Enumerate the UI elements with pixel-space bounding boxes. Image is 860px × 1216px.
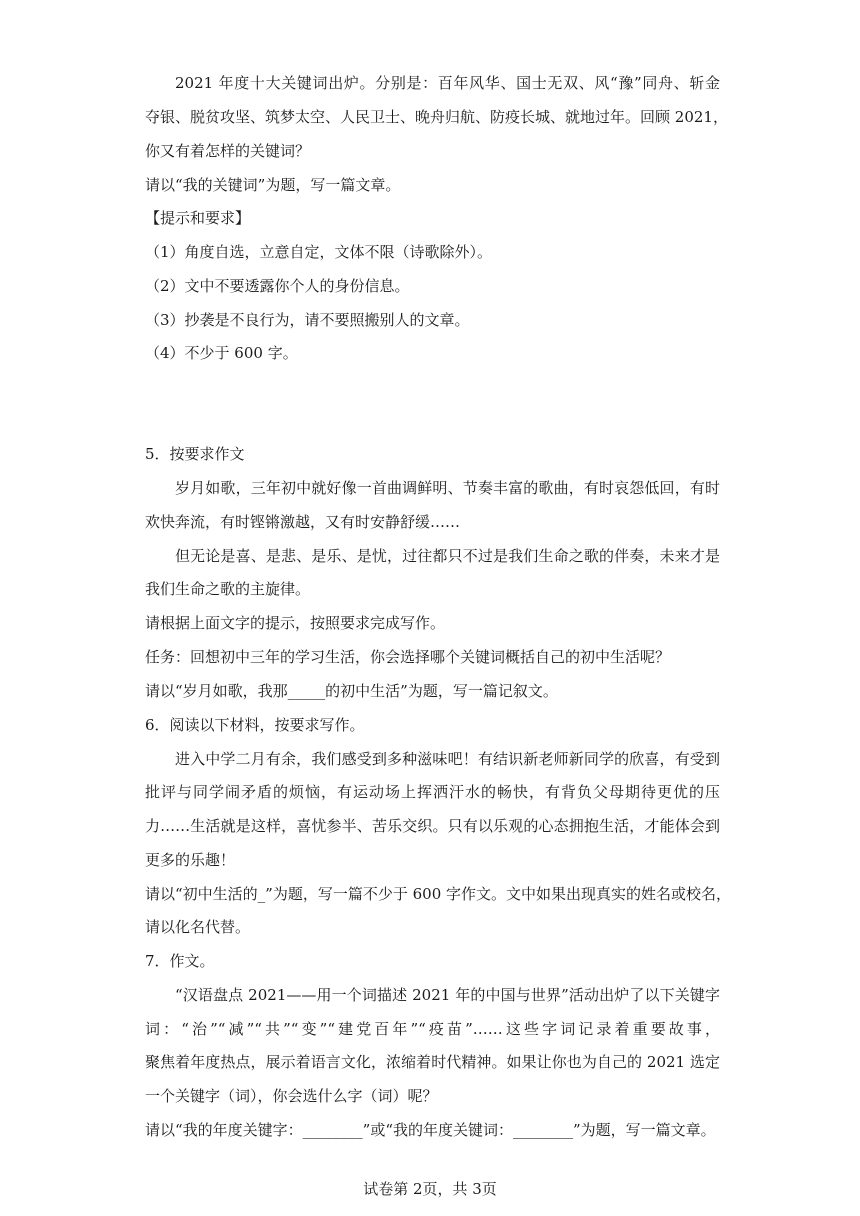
question-5-heading: 5．按要求作文 <box>145 445 245 463</box>
text-line: 请以化名代替。 <box>145 918 251 936</box>
page-footer: 试卷第 2页，共 3页 <box>363 1180 497 1198</box>
q5-title-prompt: 请以“岁月如歌，我那_____的初中生活”为题，写一篇记叙文。 <box>145 682 558 700</box>
tip-item: （2）文中不要透露你个人的身份信息。 <box>145 277 410 295</box>
text-line: 但无论是喜、是悲、是乐、是忧，过往都只不过是我们生命之歌的伴奏，未来才是 <box>175 547 720 565</box>
text-line: 岁月如歌，三年初中就好像一首曲调鲜明、节奏丰富的歌曲，有时哀怨低回，有时 <box>175 479 720 497</box>
tips-header: 【提示和要求】 <box>145 209 251 227</box>
text-line: “汉语盘点 2021——用一个词描述 2021 年的中国与世界”活动出炉了以下关键字 <box>175 986 720 1004</box>
instruction: 请以“我的关键词”为题，写一篇文章。 <box>145 176 401 194</box>
tip-item: （3）抄袭是不良行为，请不要照搬别人的文章。 <box>145 311 470 329</box>
tip-item: （4）不少于 600 字。 <box>145 344 298 362</box>
text-line: 我们生命之歌的主旋律。 <box>145 580 311 598</box>
q5-task: 任务：回想初中三年的学习生活，你会选择哪个关键词概括自己的初中生活呢？ <box>145 648 671 666</box>
text-line: 进入中学二月有余，我们感受到多种滋味吧！有结识新老师新同学的欣喜，有受到 <box>175 750 720 768</box>
text-line: 请以“初中生活的_”为题，写一篇不少于 600 字作文。文中如果出现真实的姓名或校名， <box>145 885 732 903</box>
tip-item: （1）角度自选，立意自定，文体不限（诗歌除外）。 <box>145 243 493 261</box>
q5-instruction-1: 请根据上面文字的提示，按照要求完成写作。 <box>145 614 446 632</box>
question-7-heading: 7．作文。 <box>145 952 215 970</box>
text-line: 2021 年度十大关键词出炉。分别是：百年风华、国士无双、风“豫”同舟、斩金 <box>175 74 720 92</box>
q7-instruction: 请以“我的年度关键字：________”或“我的年度关键词：________”为题，写一篇文章。 <box>145 1121 716 1139</box>
text-line: 力……生活就是这样，喜忧参半、苦乐交织。只有以乐观的心态拥抱生活，才能体会到 <box>145 817 720 835</box>
text-line: 你又有着怎样的关键词？ <box>145 142 311 160</box>
text-line: 词：“治”“减”“共”“变”“建党百年”“疫苗”……这些字词记录着重要故事， <box>145 1020 720 1038</box>
text-line: 批评与同学闹矛盾的烦恼，有运动场上挥洒汗水的畅快，有背负父母期待更优的压 <box>145 783 720 801</box>
text-line: 欢快奔流，有时铿锵激越，又有时安静舒缓…… <box>145 513 461 531</box>
text-line: 聚焦着年度热点，展示着语言文化，浓缩着时代精神。如果让你也为自己的 2021 选定 <box>145 1053 720 1071</box>
question-6-heading: 6．阅读以下材料，按要求写作。 <box>145 716 365 734</box>
text-line: 夺银、脱贫攻坚、筑梦太空、人民卫士、晚舟归航、防疫长城、就地过年。回顾 2021， <box>145 108 728 126</box>
text-line: 更多的乐趣！ <box>145 851 236 869</box>
text-line: 一个关键字（词），你会选什么字（词）呢？ <box>145 1087 438 1105</box>
